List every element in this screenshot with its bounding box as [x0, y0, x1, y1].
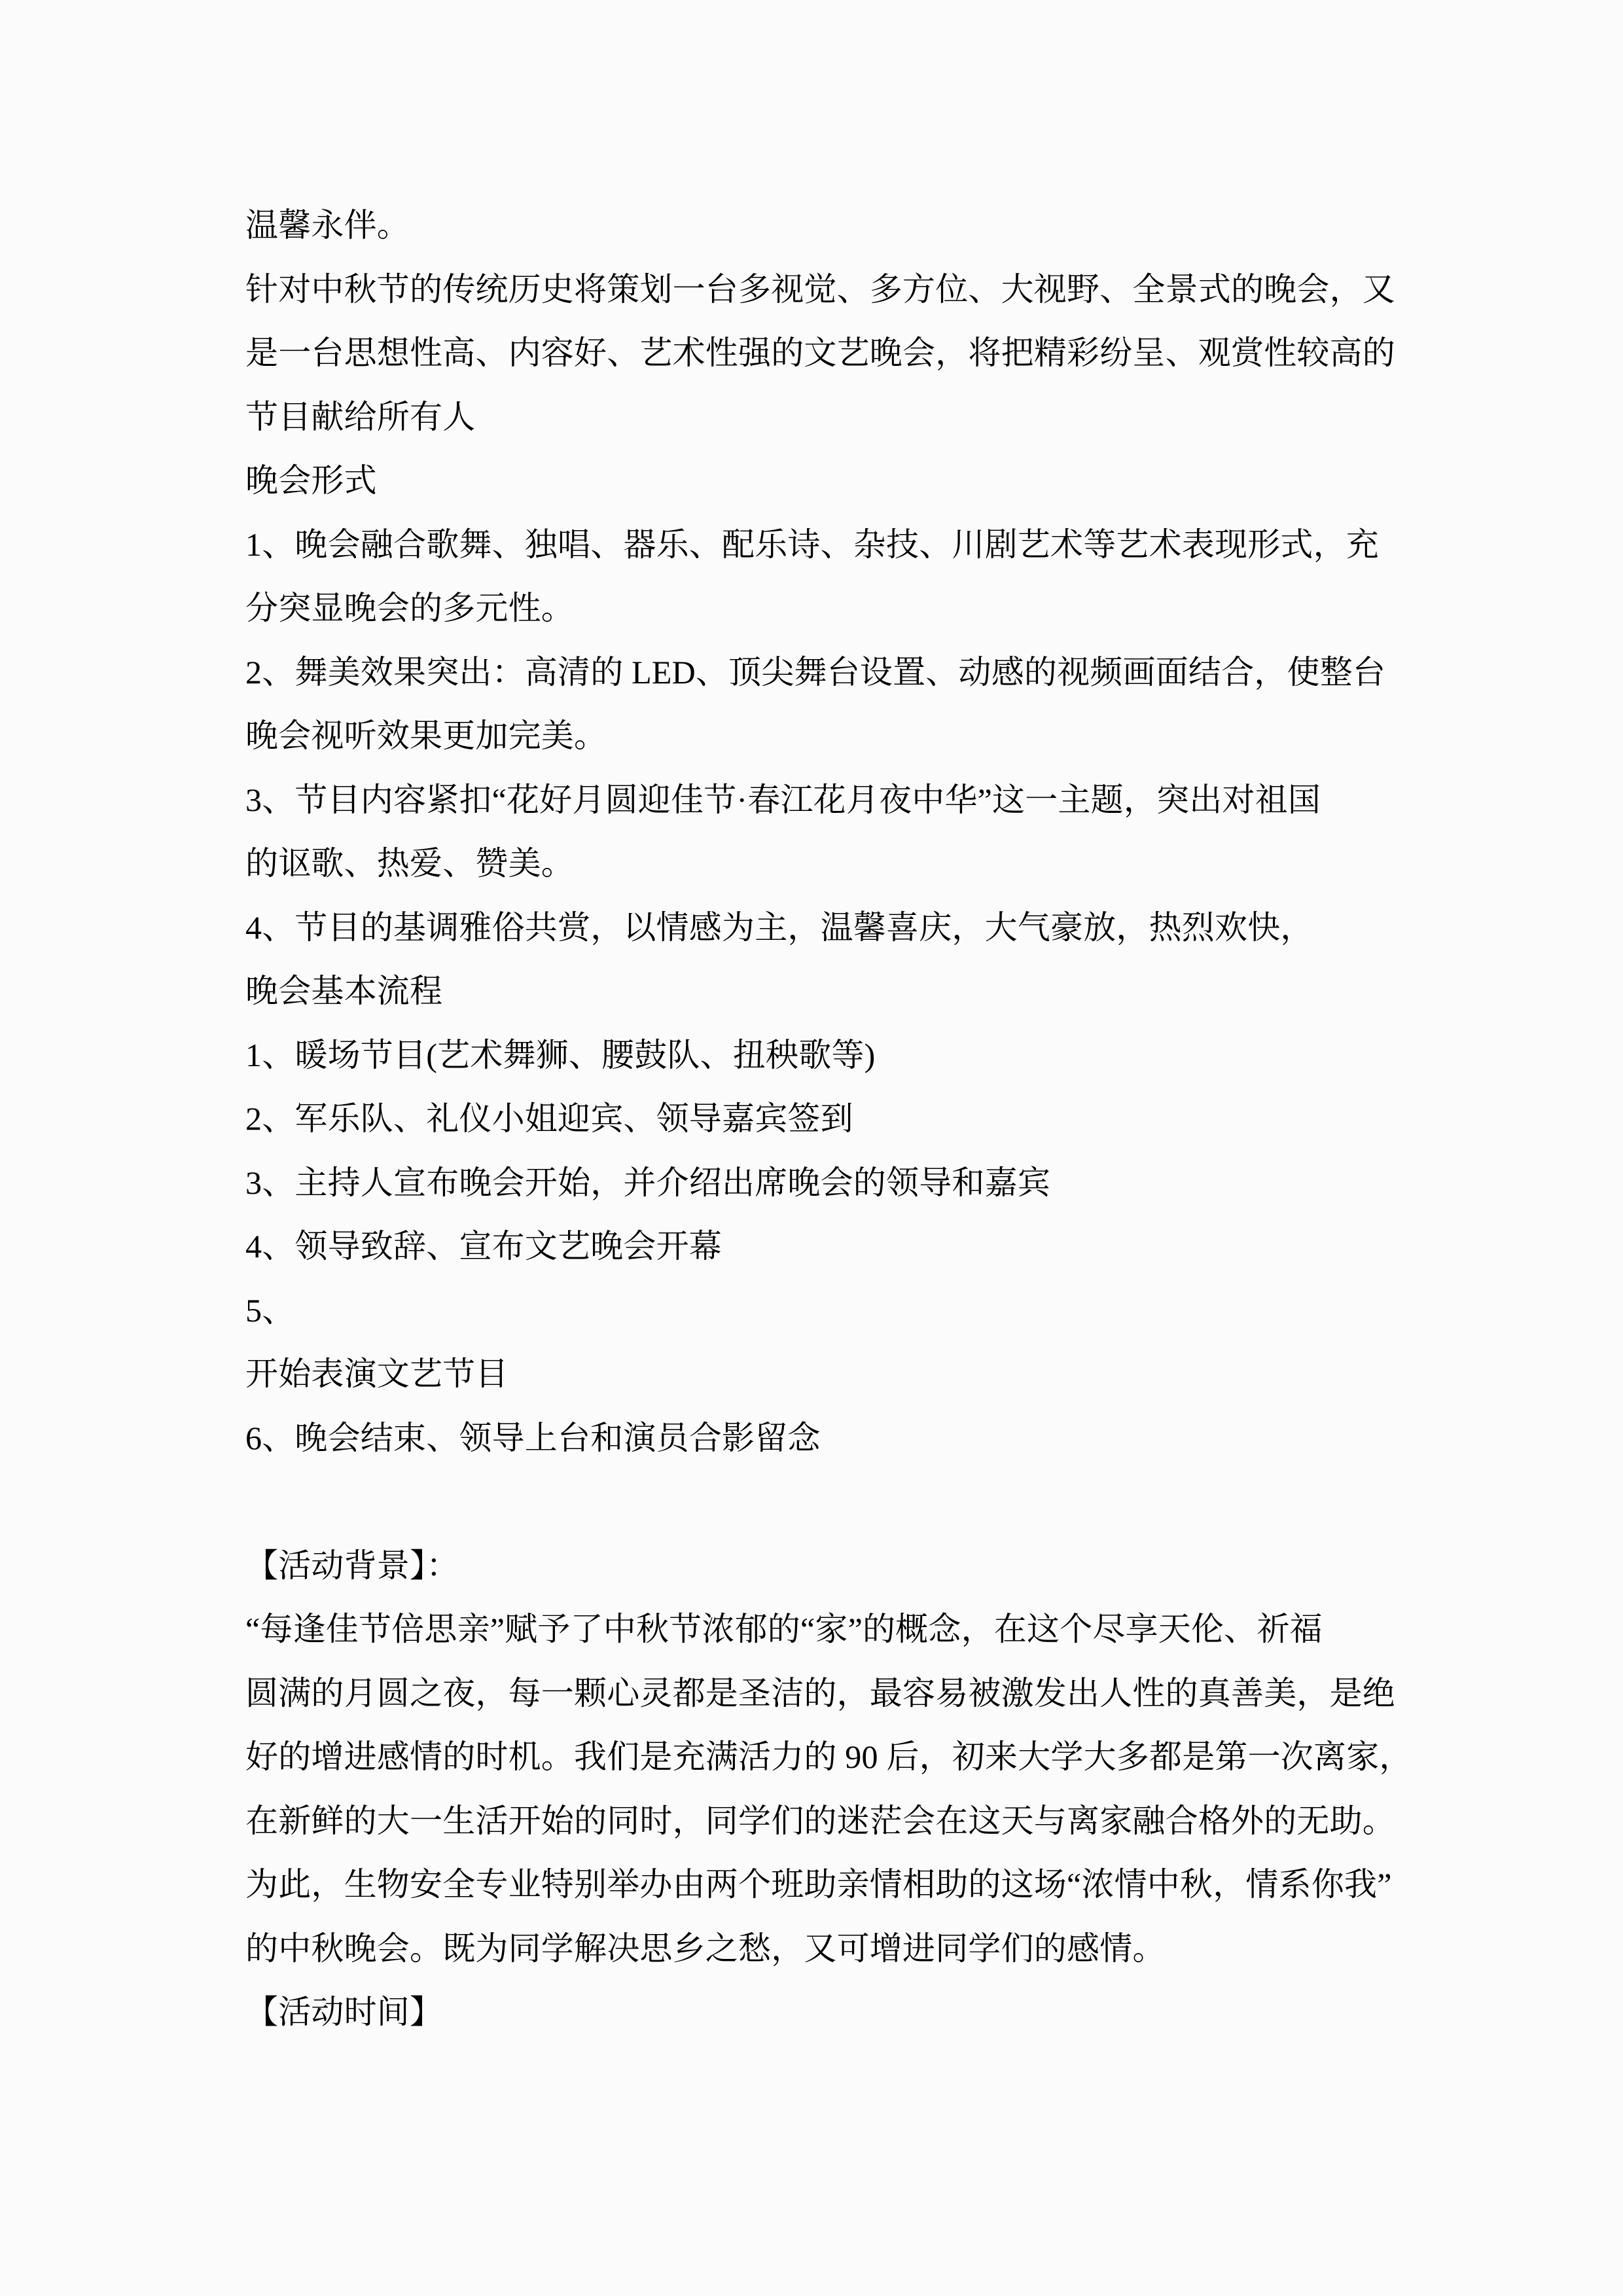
text-line: 节目献给所有人	[245, 398, 476, 435]
text-line: 温馨永伴。	[245, 207, 410, 243]
blank-line	[245, 1470, 1407, 1534]
text-line: 晚会形式	[245, 462, 377, 499]
text-line: 圆满的月圆之夜，每一颗心灵都是圣洁的，最容易被激发出人性的真善美，是绝	[245, 1674, 1395, 1712]
text-line: 晚会视听效果更加完美。	[245, 717, 607, 754]
text-line: 是一台思想性高、内容好、艺术性强的文艺晚会，将把精彩纷呈、观赏性较高的	[245, 334, 1395, 371]
text-line: 开始表演文艺节目	[245, 1355, 508, 1392]
text-line: 6、晚会结束、领导上台和演员合影留念	[245, 1419, 821, 1456]
text-line: 【活动时间】	[245, 1994, 443, 2030]
text-line: 2、军乐队、礼仪小姐迎宾、领导嘉宾签到	[245, 1100, 853, 1137]
text-line: 2、舞美效果突出：高清的 LED、顶尖舞台设置、动感的视频画面结合，使整台	[245, 653, 1386, 691]
text-line: 5、	[245, 1291, 295, 1329]
text-line: 在新鲜的大一生活开始的同时，同学们的迷茫会在这天与离家融合格外的无助。	[245, 1802, 1395, 1839]
text-line: 为此，生物安全专业特别举办由两个班助亲情相助的这场“浓情中秋，情系你我”	[245, 1866, 1392, 1903]
text-line: 的讴歌、热爱、赞美。	[245, 845, 574, 882]
text-line: 晚会基本流程	[245, 973, 443, 1009]
text-line: 1、暖场节目(艺术舞狮、腰鼓队、扭秧歌等)	[245, 1036, 876, 1073]
text-line: 针对中秋节的传统历史将策划一台多视觉、多方位、大视野、全景式的晚会，又	[245, 270, 1395, 308]
text-line: 1、晚会融合歌舞、独唱、器乐、配乐诗、杂技、川剧艺术等艺术表现形式，充	[245, 526, 1379, 563]
text-line: 的中秋晚会。既为同学解决思乡之愁，又可增进同学们的感情。	[245, 1929, 1166, 1967]
text-line: 3、节目内容紧扣“花好月圆迎佳节·春江花月夜中华”这一主题，突出对祖国	[245, 781, 1321, 818]
text-line: 好的增进感情的时机。我们是充满活力的 90 后，初来大学大多都是第一次离家，	[245, 1738, 1412, 1775]
document-body	[245, 194, 1412, 2045]
text-line: 3、主持人宣布晚会开始，并介绍出席晚会的领导和嘉宾	[245, 1164, 1050, 1201]
text-line: 【活动背景】：	[245, 1547, 459, 1584]
text-line: 4、节目的基调雅俗共赏，以情感为主，温馨喜庆，大气豪放，热烈欢快，	[245, 908, 1313, 946]
text-line: “每逢佳节倍思亲”赋予了中秋节浓郁的“家”的概念，在这个尽享天伦、祈福	[245, 1611, 1323, 1647]
text-line: 分突显晚会的多元性。	[245, 590, 574, 626]
text-line: 4、领导致辞、宣布文艺晚会开幕	[245, 1228, 722, 1265]
